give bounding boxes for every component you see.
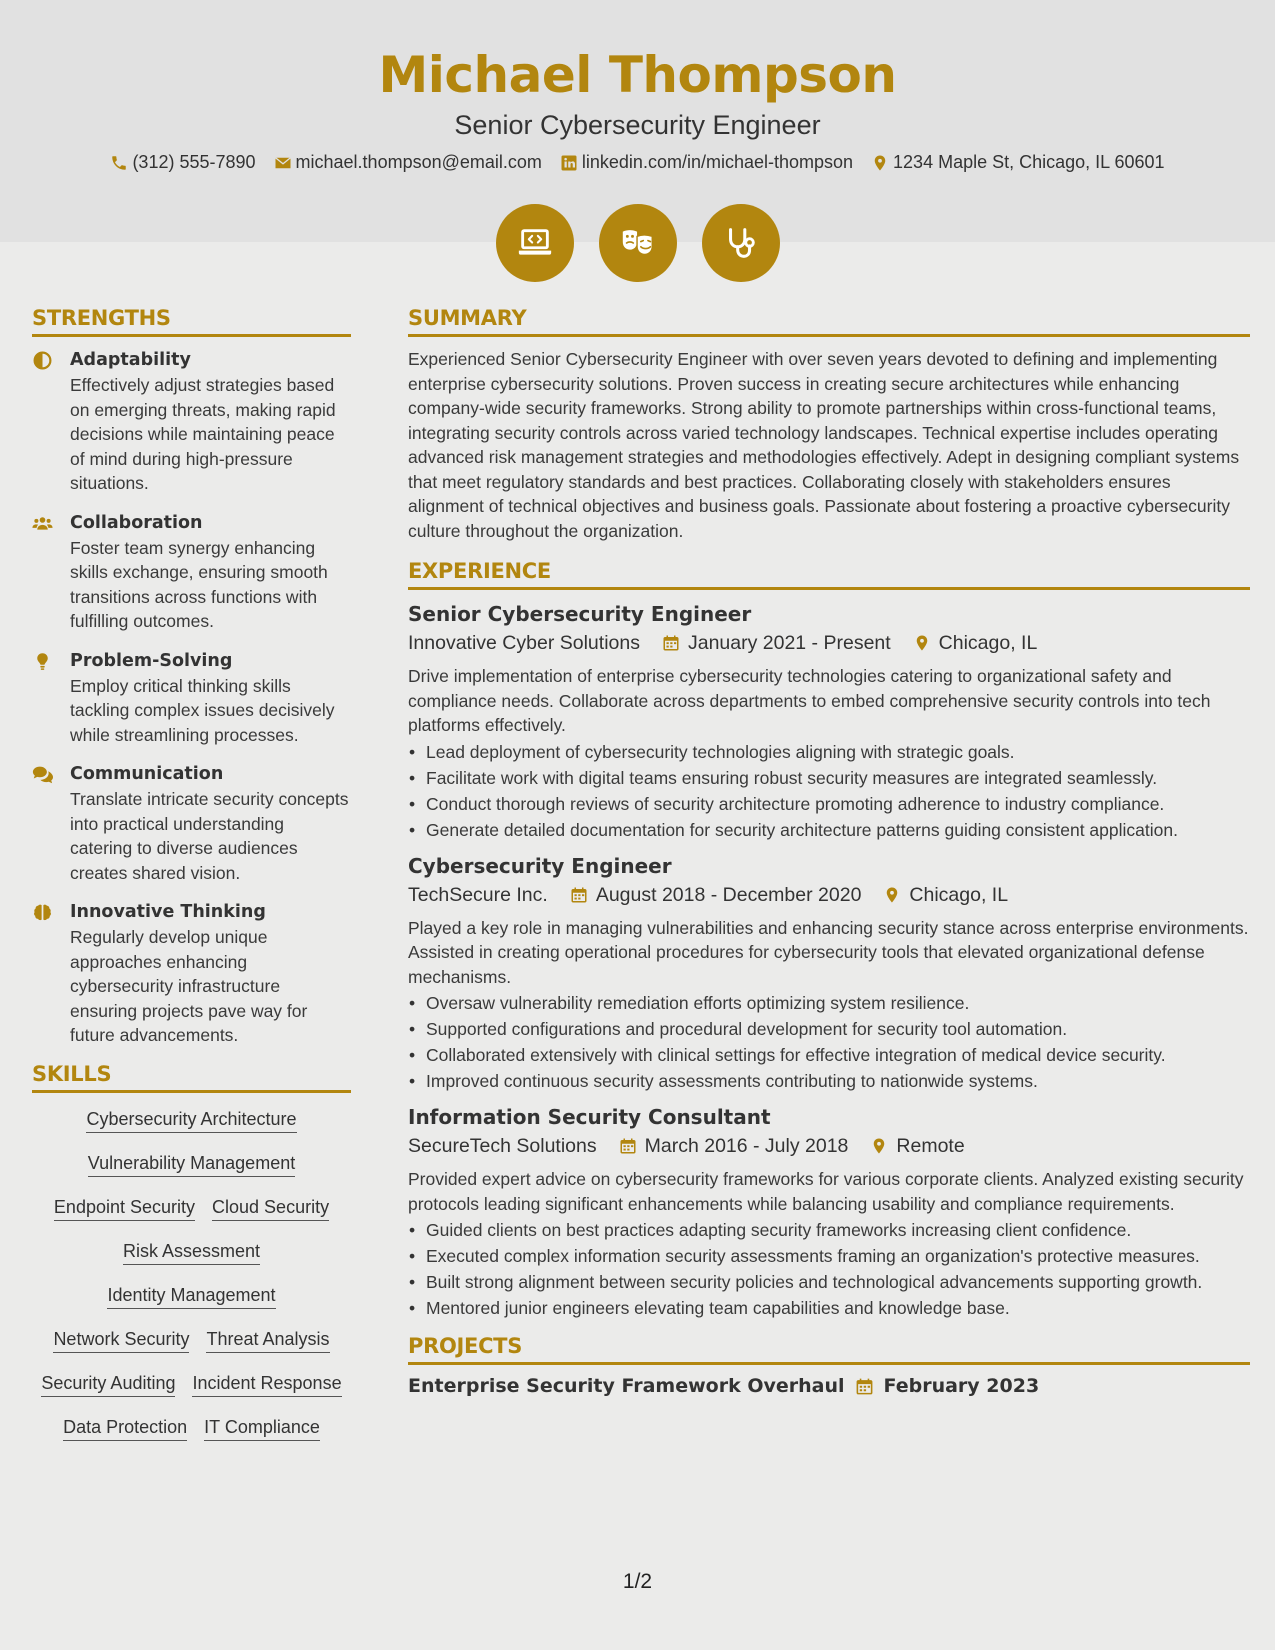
- linkedin-icon: [560, 154, 578, 172]
- skill-tag: Data Protection: [63, 1417, 187, 1441]
- job-entry: [408, 1103, 1250, 1320]
- skill-tag: Incident Response: [192, 1373, 341, 1397]
- contact-linkedin[interactable]: [560, 152, 853, 173]
- contact-email[interactable]: [274, 152, 542, 173]
- job-location: Chicago, IL: [938, 632, 1038, 654]
- laptop-code-icon: [516, 224, 554, 262]
- job-bullet: • Guided clients on best practices adapting security frameworks increasing client confidence.: [408, 1218, 1250, 1242]
- job-bullet: • Generate detailed documentation for security architecture patterns guiding consistent application.: [408, 818, 1250, 842]
- email-text: michael.thompson@email.com: [295, 152, 542, 172]
- left-column: [32, 306, 351, 1441]
- skill-tag: Endpoint Security: [54, 1197, 195, 1221]
- skills-list: [32, 1103, 351, 1441]
- job-meta: [408, 1131, 1250, 1161]
- half-circle-icon: [32, 350, 53, 371]
- stethoscope-icon: [722, 224, 760, 262]
- job-bullets: [408, 740, 1250, 842]
- comments-icon: [32, 764, 53, 785]
- strength-name: Collaboration: [70, 512, 203, 533]
- strength-desc: Foster team synergy enhancing skills exchange, ensuring smooth transitions across functions with fulfilling outcomes.: [70, 537, 328, 631]
- strength-item: [32, 347, 351, 496]
- job-bullet: • Conduct thorough reviews of security architecture promoting adherence to industry compliance.: [408, 792, 1250, 816]
- phone-text: (312) 555-7890: [132, 152, 256, 172]
- address-text: 1234 Maple St, Chicago, IL 60601: [893, 152, 1165, 172]
- job-dates: January 2021 - Present: [687, 632, 891, 654]
- job-location: Remote: [896, 1135, 965, 1157]
- experience-heading: EXPERIENCE: [408, 559, 1250, 590]
- strength-item: [32, 899, 351, 1048]
- skill-tag: Threat Analysis: [206, 1329, 329, 1353]
- strength-name: Problem-Solving: [70, 650, 233, 671]
- page-number: 1/2: [622, 1570, 653, 1593]
- map-marker-icon: [870, 1137, 888, 1155]
- strength-item: [32, 761, 351, 885]
- skill-tag: Identity Management: [107, 1285, 275, 1309]
- skill-tag: IT Compliance: [204, 1417, 320, 1441]
- skill-tag: Network Security: [53, 1329, 189, 1353]
- calendar-icon: [662, 634, 680, 652]
- summary-heading: SUMMARY: [408, 306, 1250, 337]
- users-icon: [32, 513, 53, 534]
- candidate-name: Michael Thompson: [378, 46, 897, 104]
- skill-tag: Cloud Security: [212, 1197, 329, 1221]
- candidate-title: Senior Cybersecurity Engineer: [454, 110, 821, 140]
- laptop-code-badge: [496, 204, 574, 282]
- envelope-icon: [274, 154, 292, 172]
- lightbulb-icon: [32, 651, 53, 672]
- strength-desc: Translate intricate security concepts into practical understanding catering to diverse audiences creates shared vision.: [70, 789, 349, 883]
- job-company: Innovative Cyber Solutions: [408, 632, 640, 654]
- job-company: TechSecure Inc.: [408, 883, 548, 906]
- summary-text: Experienced Senior Cybersecurity Engineer with over seven years devoted to defining and implementing enterprise cybersecurity solutions. Proven success in creating secure architectures while enhancing company-wide security frameworks. Strong ability to promote partnerships within cross-functional teams, integrating security controls across varied technology landscapes. Technical expertise includes operating advanced risk management strategies and methodologies effectively. Adept in designing compliant systems that meet regulatory standards and best practices. Collaborating closely with stakeholders ensures alignment of technical objectives and business goals. Passionate about fostering a proactive cybersecurity culture throughout the organization.: [408, 349, 1240, 541]
- phone-icon: [110, 154, 128, 172]
- project-date: February 2023: [883, 1375, 1040, 1397]
- job-role: Cybersecurity Engineer: [408, 853, 672, 878]
- strengths-heading: STRENGTHS: [32, 306, 351, 337]
- job-bullet: • Oversaw vulnerability remediation efforts optimizing system resilience.: [408, 991, 1250, 1015]
- job-role: Senior Cybersecurity Engineer: [408, 602, 752, 626]
- job-meta: [408, 880, 1250, 910]
- job-dates: March 2016 - July 2018: [644, 1135, 849, 1157]
- linkedin-text: linkedin.com/in/michael-thompson: [581, 152, 854, 172]
- map-marker-icon: [913, 634, 931, 652]
- calendar-icon: [619, 1137, 637, 1155]
- contact-row: [0, 152, 1275, 173]
- brain-icon: [32, 902, 53, 923]
- strength-desc: Regularly develop unique approaches enhancing cybersecurity infrastructure ensuring projects pave way for future advancements.: [70, 927, 308, 1045]
- job-bullets: [408, 1218, 1250, 1320]
- strength-item: [32, 648, 351, 748]
- job-location: Chicago, IL: [909, 883, 1009, 906]
- contact-phone[interactable]: [110, 152, 255, 173]
- calendar-icon: [855, 1377, 874, 1396]
- job-dates: August 2018 - December 2020: [595, 883, 862, 906]
- strength-desc: Employ critical thinking skills tackling complex issues decisively while streamlining processes.: [70, 675, 335, 745]
- right-column: [408, 306, 1250, 1397]
- job-bullet: • Built strong alignment between security policies and technological advancements supporting growth.: [408, 1270, 1250, 1294]
- job-bullet: • Lead deployment of cybersecurity technologies aligning with strategic goals.: [408, 740, 1250, 764]
- job-description: Drive implementation of enterprise cybersecurity technologies catering to organizational safety and compliance needs. Collaborate across departments to embed comprehensive security controls into tech platforms effectively.: [408, 666, 1211, 735]
- job-description: Played a key role in managing vulnerabilities and enhancing security stance across enterprise environments. Assisted in creating operational procedures for cybersecurity tools that elevated organizational defense mechanisms.: [408, 917, 1249, 987]
- skill-tag: Vulnerability Management: [88, 1153, 295, 1177]
- job-bullet: • Improved continuous security assessments contributing to nationwide systems.: [408, 1069, 1250, 1093]
- job-meta: [408, 628, 1250, 658]
- projects-heading: PROJECTS: [408, 1334, 1250, 1365]
- strength-name: Innovative Thinking: [70, 902, 266, 922]
- badges-row: [0, 204, 1275, 282]
- job-description: Provided expert advice on cybersecurity frameworks for various corporate clients. Analyzed existing security protocols leading significant enhancements while balancing usability and compliance requirements.: [408, 1169, 1244, 1214]
- skill-tag: Risk Assessment: [123, 1241, 260, 1265]
- strength-item: [32, 510, 351, 634]
- strength-name: Communication: [70, 764, 224, 784]
- job-role: Information Security Consultant: [408, 1105, 771, 1129]
- job-company: SecureTech Solutions: [408, 1135, 597, 1157]
- map-marker-icon: [871, 154, 889, 172]
- strength-name: Adaptability: [70, 350, 191, 370]
- skills-heading: SKILLS: [32, 1062, 351, 1093]
- project-name: Enterprise Security Framework Overhaul: [408, 1375, 845, 1397]
- job-bullet: • Facilitate work with digital teams ensuring robust security measures are integrated seamlessly.: [408, 766, 1250, 790]
- project-item: [408, 1375, 1250, 1397]
- calendar-icon: [570, 886, 588, 904]
- stethoscope-badge: [702, 204, 780, 282]
- theater-masks-icon: [619, 224, 657, 262]
- job-entry: [408, 600, 1250, 842]
- contact-address: [871, 152, 1165, 173]
- job-bullet: • Mentored junior engineers elevating team capabilities and knowledge base.: [408, 1296, 1250, 1320]
- skill-tag: Security Auditing: [41, 1373, 175, 1397]
- theater-masks-badge: [599, 204, 677, 282]
- job-bullet: • Collaborated extensively with clinical settings for effective integration of medical device security.: [408, 1043, 1250, 1067]
- job-bullet: • Supported configurations and procedural development for security tool automation.: [408, 1017, 1250, 1041]
- job-bullets: [408, 991, 1250, 1093]
- map-marker-icon: [883, 886, 901, 904]
- strength-desc: Effectively adjust strategies based on emerging threats, making rapid decisions while maintaining peace of mind during high-pressure situations.: [70, 375, 336, 493]
- job-entry: [408, 852, 1250, 1094]
- job-bullet: • Executed complex information security assessments framing an organization's protective measures.: [408, 1244, 1250, 1268]
- skill-tag: Cybersecurity Architecture: [86, 1109, 296, 1133]
